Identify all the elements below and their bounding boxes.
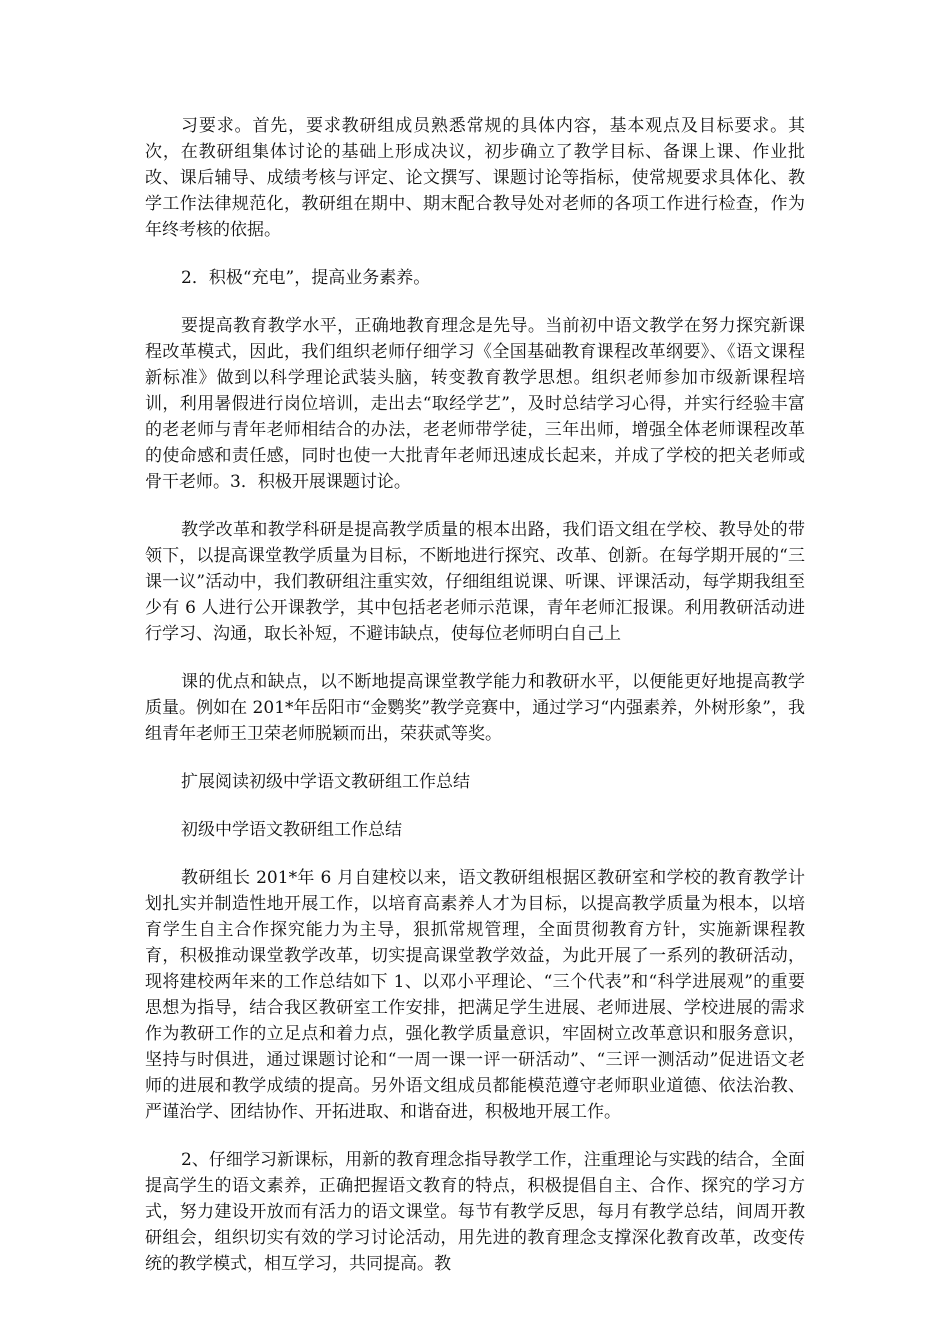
paragraph-extended-reading-title: 扩展阅读初级中学语文教研组工作总结: [181, 772, 470, 792]
paragraph-strengths-weaknesses: 课的优点和缺点，以不断地提高课堂教学能力和教研水平，以便能更好地提高教学质量。例如在 201*年岳阳市“金鹦奖”教学竞赛中，通过学习“内强素养，外树形象”，我组青年老师王卫荣老师脱颖而出，荣获贰等奖。: [145, 672, 805, 744]
paragraph-teaching-reform: 教学改革和教学科研是提高教学质量的根本出路，我们语文组在学校、教导处的带领下，以提高课堂教学质量为目标，不断地进行探究、改革、创新。在每学期开展的“三课一议”活动中，我们教研组注重实效，仔细组组说课、听课、评课活动，每学期我组至少有 6 人进行公开课教学，其中包括老老师示范课，青年老师汇报课。利用教研活动进行学习、沟通，取长补短，不避讳缺点，使每位老师明白自己上: [145, 520, 805, 644]
document-body: [145, 113, 805, 1299]
paragraph-summary-title: 初级中学语文教研组工作总结: [181, 820, 402, 840]
paragraph-teaching-philosophy: 要提高教育教学水平，正确地教育理念是先导。当前初中语文教学在努力探究新课程改革模式，因此，我们组织老师仔细学习《全国基础教育课程改革纲要》、《语文课程新标准》做到以科学理论武装头脑，转变教育教学思想。组织老师参加市级新课程培训，利用暑假进行岗位培训，走出去“取经学艺”，及时总结学习心得，并实行经验丰富的老老师与青年老师相结合的办法，老老师带学徒，三年出师，增强全体老师课程改革的使命感和责任感，同时也使一大批青年老师迅速成长起来，并成了学校的把关老师或骨干老师。3．积极开展课题讨论。: [145, 316, 805, 492]
paragraph-summary-intro: 教研组长 201*年 6 月自建校以来，语文教研组根据区教研室和学校的教育教学计划扎实并制造性地开展工作，以培育高素养人才为目标，以提高教学质量为根本，以培育学生自主合作探究能力为主导，狠抓常规管理，全面贯彻教育方针，实施新课程教育，积极推动课堂教学改革，切实提高课堂教学效益，为此开展了一系列的教研活动，现将建校两年来的工作总结如下 1、以邓小平理论、“三个代表”和“科学进展观”的重要思想为指导，结合我区教研室工作安排，把满足学生进展、老师进展、学校进展的需求作为教研工作的立足点和着力点，强化教学质量意识，牢固树立改革意识和服务意识，坚持与时俱进，通过课题讨论和“一周一课一评一研活动”、“三评一测活动”促进语文老师的进展和教学成绩的提高。另外语文组成员都能模范遵守老师职业道德、依法治教、严谨治学、团结协作、开拓进取、和谐奋进，积极地开展工作。: [145, 868, 805, 1122]
paragraph-new-curriculum: 2、仔细学习新课标，用新的教育理念指导教学工作，注重理论与实践的结合，全面提高学生的语文素养，正确把握语文教育的特点，积极提倡自主、合作、探究的学习方式，努力建设开放而有活力的语文课堂。每节有教学反思，每月有教学总结，间周开教研组会，组织切实有效的学习讨论活动，用先进的教育理念支撑深化教育改革，改变传统的教学模式，相互学习，共同提高。教: [145, 1150, 805, 1274]
paragraph-study-requirements: 习要求。首先，要求教研组成员熟悉常规的具体内容，基本观点及目标要求。其次，在教研组集体讨论的基础上形成决议，初步确立了教学目标、备课上课、作业批改、课后辅导、成绩考核与评定、论文撰写、课题讨论等指标，使常规要求具体化、教学工作法律规范化，教研组在期中、期末配合教导处对老师的各项工作进行检查，作为年终考核的依据。: [145, 116, 805, 240]
paragraph-heading-recharge: 2．积极“充电”，提高业务素养。: [181, 268, 431, 288]
